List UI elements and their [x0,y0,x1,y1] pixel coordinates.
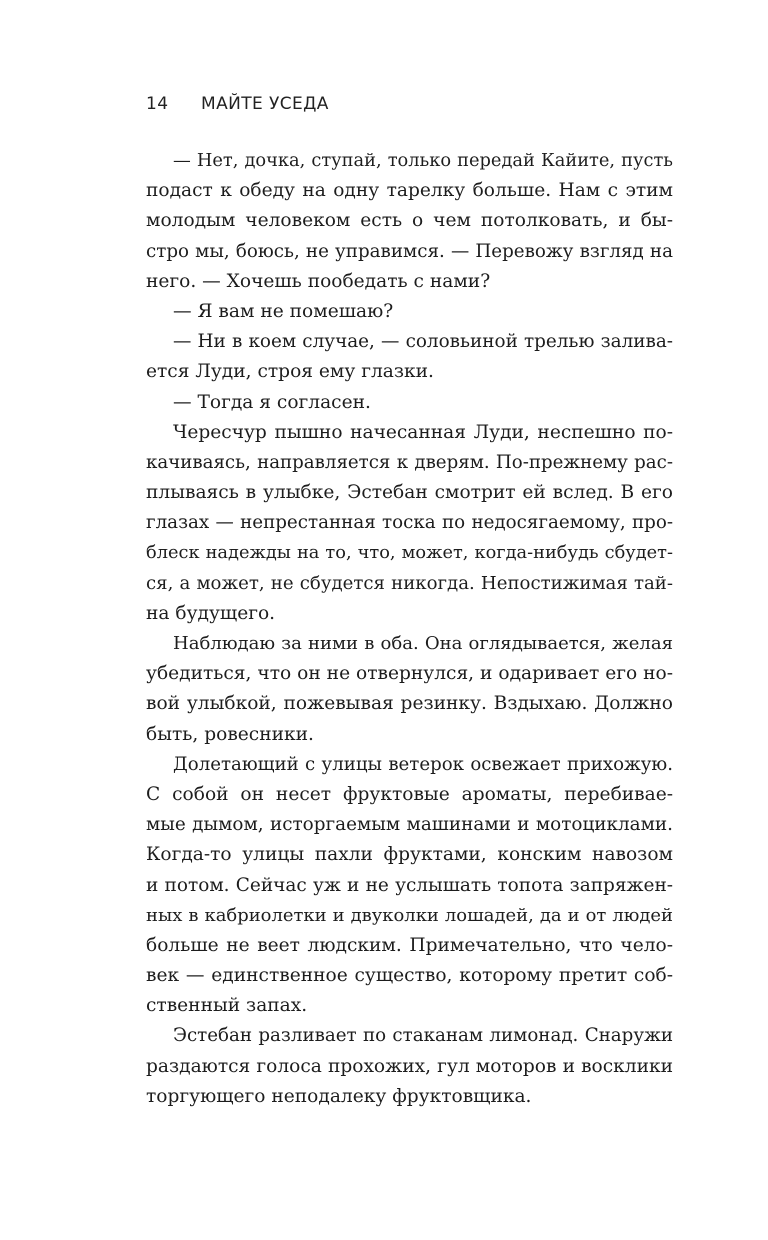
running-head-author: МАЙТЕ УСЕДА [201,94,329,114]
text-line: молодым человеком есть о чем потолковать, и бы- [146,210,673,232]
text-line: С собой он несет фруктовые ароматы, перебивае- [146,783,673,805]
text-line: убедиться, что он не отвернулся, и одаривает его но- [146,663,673,685]
text-line: плываясь в улыбке, Эстебан смотрит ей вслед. В его [146,482,673,504]
text-line: больше не веет людским. Примечательно, что чело- [146,934,673,956]
text-line: качиваясь, направляется к дверям. По-прежнему рас- [146,451,673,473]
text-line: быть, ровесники. [146,723,314,745]
text-line: — Нет, дочка, ступай, только передай Кайите, пусть [173,150,673,171]
text-line: на будущего. [146,602,276,624]
text-line: раздаются голоса прохожих, гул моторов и восклики [146,1055,673,1077]
text-line: стро мы, боюсь, не управимся. — Перевожу взгляд на [146,240,673,262]
text-line: Чересчур пышно начесанная Луди, неспешно по- [173,421,673,443]
text-line: — Я вам не помешаю? [173,300,394,322]
text-line: ется Луди, строя ему глазки. [146,361,434,383]
text-line: Долетающий с улицы ветерок освежает прихожую. [173,753,673,775]
text-line: ся, а может, не сбудется никогда. Непостижимая тай- [146,572,673,594]
text-line: ных в кабриолетки и двуколки лошадей, да и от людей [146,904,673,926]
text-line: Когда-то улицы пахли фруктами, конским навозом [146,844,673,866]
text-line: ственный запах. [146,995,308,1017]
text-line: — Тогда я согласен. [173,391,371,413]
text-line: Наблюдаю за ними в оба. Она оглядывается, желая [173,633,673,654]
running-head [146,94,329,118]
text-line: подаст к обеду на одну тарелку больше. Нам с этим [146,180,673,202]
text-line: — Ни в коем случае, — соловьиной трелью залива- [173,331,673,353]
text-line: торгующего неподалеку фруктовщика. [146,1085,532,1107]
text-line: Эстебан разливает по стаканам лимонад. Снаружи [173,1025,673,1047]
text-line: глазах — непрестанная тоска по недосягаемому, про- [146,512,673,534]
text-line: и потом. Сейчас уж и не услышать топота запряжен- [146,874,673,896]
text-line: мые дымом, исторгаемым машинами и мотоциклами. [146,814,673,836]
text-line: вой улыбкой, пожевывая резинку. Вздыхаю. Должно [146,693,673,715]
text-line: блеск надежды на то, что, может, когда-нибудь сбудет- [146,543,673,564]
text-line: век — единственное существо, которому претит соб- [146,965,673,987]
text-line: него. — Хочешь пообедать с нами? [146,270,491,292]
body-text [146,146,673,1112]
page-number: 14 [146,94,169,114]
